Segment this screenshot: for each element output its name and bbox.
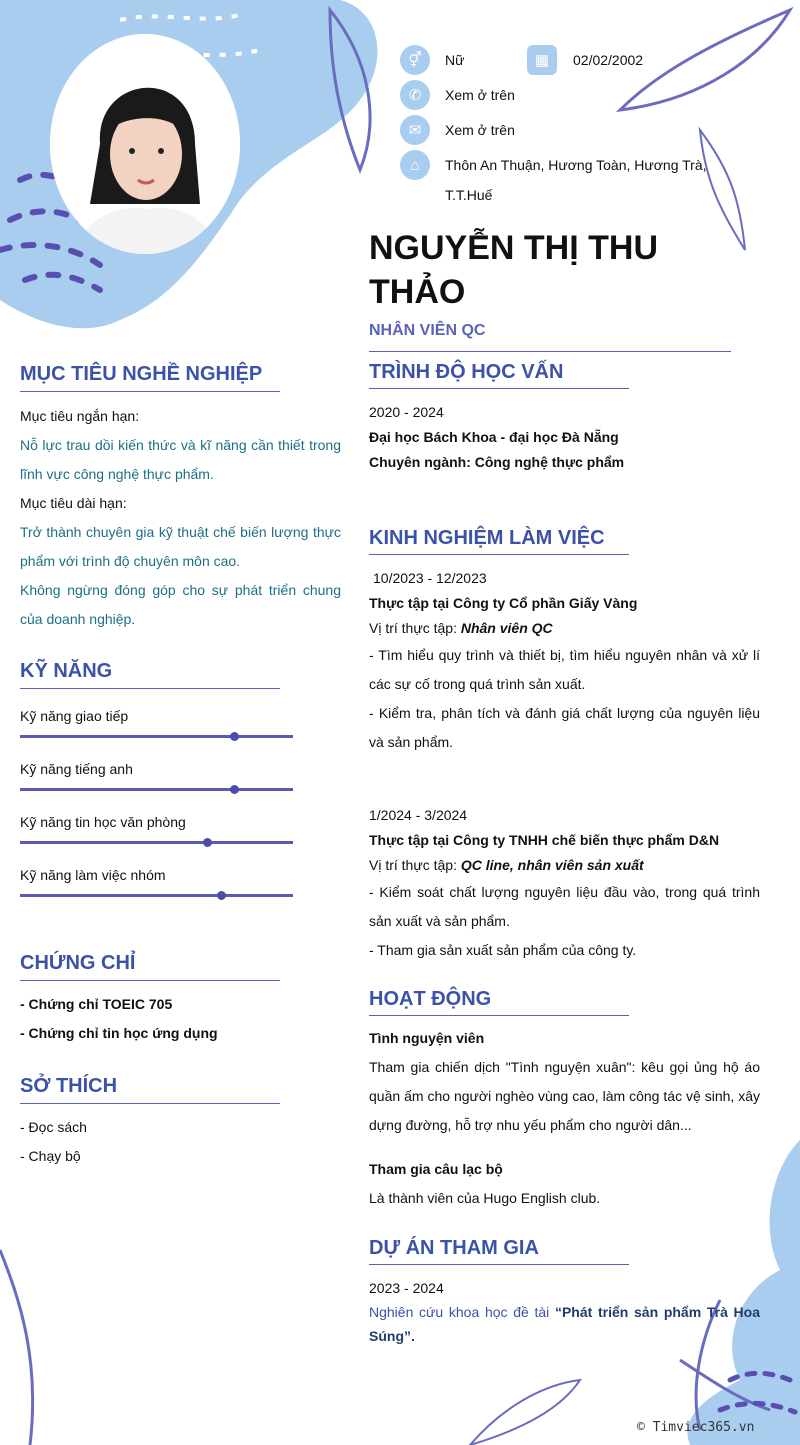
education-school: Đại học Bách Khoa - đại học Đà Nẵng xyxy=(369,429,619,445)
skill-item xyxy=(20,867,293,920)
education-divider xyxy=(369,388,629,389)
goals-divider xyxy=(20,391,280,392)
projects-divider xyxy=(369,1264,629,1265)
job-desc: - Tham gia sản xuất sản phẩm của công ty. xyxy=(369,942,637,958)
job-role-value: Nhân viên QC xyxy=(460,620,553,636)
profile-photo xyxy=(50,34,240,254)
watermark: © Timviec365.vn xyxy=(637,1420,755,1435)
goals-long-label: Mục tiêu dài hạn: xyxy=(20,495,127,511)
hobbies-title: SỞ THÍCH xyxy=(20,1075,118,1097)
goals-short-label: Mục tiêu ngắn hạn: xyxy=(20,408,140,424)
goals-long-text2: Không ngừng đóng góp cho sự phát triển chung của doanh nghiệp. xyxy=(20,582,341,627)
skill-bar xyxy=(20,894,293,897)
education-title: TRÌNH ĐỘ HỌC VẤN xyxy=(369,361,564,383)
skill-knob xyxy=(217,891,226,900)
dob-text: 02/02/2002 xyxy=(573,52,644,68)
activities-section xyxy=(369,1024,760,1213)
divider xyxy=(369,351,731,352)
name-line2: THẢO xyxy=(369,273,466,311)
phone-text: Xem ở trên xyxy=(445,87,515,103)
skills-title: KỸ NĂNG xyxy=(20,660,113,682)
job-company: Thực tập tại Công ty Cổ phần Giấy Vàng xyxy=(369,595,638,611)
job-period: 10/2023 - 12/2023 xyxy=(373,570,487,586)
goals-short-text: Nỗ lực trau dồi kiến thức và kĩ năng cần thiết trong lĩnh vực công nghệ thực phẩm. xyxy=(20,437,341,482)
skills-divider xyxy=(20,688,280,689)
hobbies-list xyxy=(20,1113,87,1171)
skill-bar xyxy=(20,841,293,844)
goals-title: MỤC TIÊU NGHỀ NGHIỆP xyxy=(20,363,263,385)
certs-list xyxy=(20,990,218,1048)
skill-label: Kỹ năng tiếng anh xyxy=(20,761,133,777)
goals-section xyxy=(20,402,341,634)
activity-title: Tham gia câu lạc bộ xyxy=(369,1161,503,1177)
job-period: 1/2024 - 3/2024 xyxy=(369,807,468,823)
job-desc: - Tìm hiểu quy trình và thiết bị, tìm hiểu nguyên nhân và xử lí các sự cố trong quá trình sản xuất. xyxy=(369,647,760,692)
hobby-item: - Chạy bộ xyxy=(20,1148,81,1164)
full-name xyxy=(369,226,658,314)
education-section xyxy=(369,400,624,475)
phone-icon: ✆ xyxy=(400,80,430,110)
experience-title: KINH NGHIỆM LÀM VIỆC xyxy=(369,527,605,549)
skill-bar xyxy=(20,735,293,738)
address-line2: T.T.Huế xyxy=(445,187,493,203)
certs-divider xyxy=(20,980,280,981)
cert-item: - Chứng chỉ tin học ứng dụng xyxy=(20,1025,218,1041)
email-text: Xem ở trên xyxy=(445,122,515,138)
job-desc: - Kiểm tra, phân tích và đánh giá chất lượng của nguyên liệu và sản phẩm. xyxy=(369,705,760,750)
job-role-value: QC line, nhân viên sản xuất xyxy=(460,857,644,873)
activity-title: Tình nguyện viên xyxy=(369,1030,485,1046)
gender-icon: ⚥ xyxy=(400,45,430,75)
skill-item xyxy=(20,814,293,867)
projects-title: DỰ ÁN THAM GIA xyxy=(369,1237,539,1259)
experience-divider xyxy=(369,554,629,555)
job-desc: - Kiểm soát chất lượng nguyên liệu đầu vào, trong quá trình sản xuất và sản phẩm. xyxy=(369,884,760,929)
name-line1: NGUYỄN THỊ THU xyxy=(369,229,658,267)
job-position: NHÂN VIÊN QC xyxy=(369,322,486,339)
education-period: 2020 - 2024 xyxy=(369,404,444,420)
job-role-label: Vị trí thực tập: xyxy=(369,620,461,636)
project-text-prefix: Nghiên cứu khoa học đề tài xyxy=(369,1304,555,1320)
mail-icon: ✉ xyxy=(400,115,430,145)
certs-title: CHỨNG CHỈ xyxy=(20,952,136,974)
job-1 xyxy=(369,566,760,757)
education-major: Chuyên ngành: Công nghệ thực phẩm xyxy=(369,454,625,470)
home-icon: ⌂ xyxy=(400,150,430,180)
project-period: 2023 - 2024 xyxy=(369,1280,444,1296)
skill-knob xyxy=(230,732,239,741)
activities-title: HOẠT ĐỘNG xyxy=(369,988,492,1010)
hobbies-divider xyxy=(20,1103,280,1104)
job-role-label: Vị trí thực tập: xyxy=(369,857,461,873)
activity-text: Tham gia chiến dịch "Tình nguyện xuân": kêu gọi ủng hộ áo quần ấm cho người nghèo vùng cao, làm công tác vệ sinh, xây dựng đường, hỗ trợ nhu yếu phẩm cho người dân... xyxy=(369,1059,760,1133)
projects-section xyxy=(369,1276,760,1348)
skill-knob xyxy=(203,838,212,847)
project-text-bold: “Phát triển sản phẩm Trà Hoa Súng”. xyxy=(369,1304,760,1344)
skill-label: Kỹ năng giao tiếp xyxy=(20,708,129,724)
skills-list xyxy=(20,708,293,920)
job-2 xyxy=(369,803,760,965)
skill-item xyxy=(20,761,293,814)
activity-text: Là thành viên của Hugo English club. xyxy=(369,1190,601,1206)
activities-divider xyxy=(369,1015,629,1016)
skill-item xyxy=(20,708,293,761)
hobby-item: - Đọc sách xyxy=(20,1119,87,1135)
address-line1: Thôn An Thuận, Hương Toàn, Hương Trà, xyxy=(445,157,707,173)
skill-knob xyxy=(230,785,239,794)
gender-text: Nữ xyxy=(445,52,465,68)
job-company: Thực tập tại Công ty TNHH chế biến thực phẩm D&N xyxy=(369,832,720,848)
project-text xyxy=(369,1300,760,1348)
skill-label: Kỹ năng tin học văn phòng xyxy=(20,814,186,830)
skill-bar xyxy=(20,788,293,791)
job-role xyxy=(369,616,760,641)
calendar-icon: ▦ xyxy=(527,45,557,75)
skill-label: Kỹ năng làm việc nhóm xyxy=(20,867,166,883)
goals-long-text1: Trở thành chuyên gia kỹ thuật chế biến lượng thực phẩm với trình độ chuyên môn cao. xyxy=(20,524,341,569)
job-role xyxy=(369,853,760,878)
cert-item: - Chứng chỉ TOEIC 705 xyxy=(20,996,173,1012)
